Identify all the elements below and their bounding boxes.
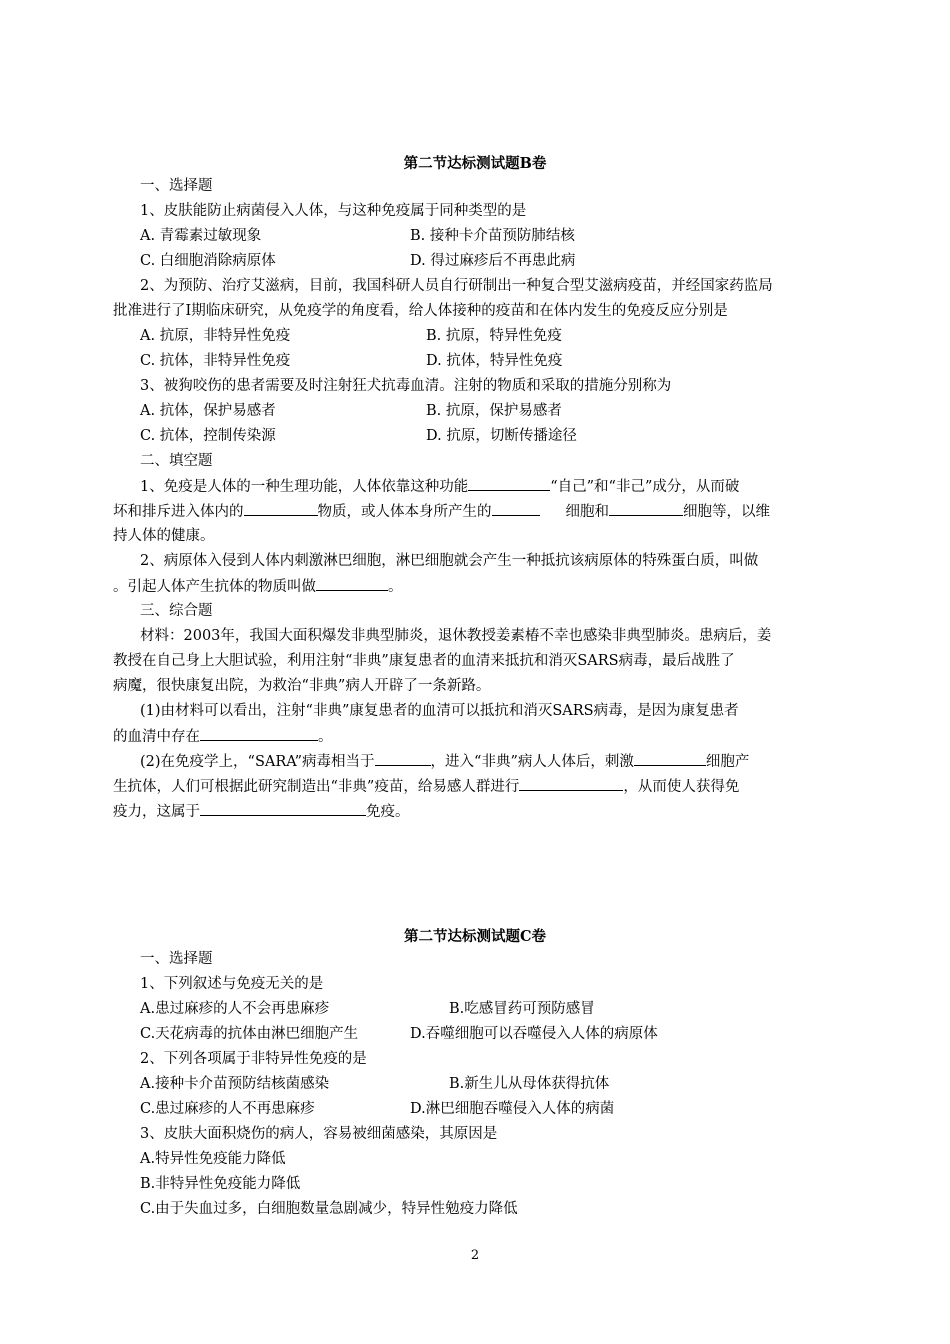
section-c-title: 第二节达标测试题C卷 bbox=[403, 928, 547, 945]
b-fill-1-text-a: 1、免疫是人体的一种生理功能，人体依靠这种功能 bbox=[140, 479, 469, 495]
b-sub2-text-g: 免疫。 bbox=[366, 804, 410, 820]
b-sub2-line2 bbox=[113, 776, 739, 797]
b-q1-option-a: A. 青霉素过敏现象 bbox=[140, 228, 262, 244]
b-sub2-text-e: ，从而使人获得免 bbox=[623, 779, 740, 795]
b-q2-option-d: D. 抗体，特异性免疫 bbox=[426, 353, 563, 369]
b-part2-heading: 二、填空题 bbox=[140, 453, 213, 469]
b-fill-2-line1: 2、病原体入侵到人体内刺激淋巴细胞，淋巴细胞就会产生一种抵抗该病原体的特殊蛋白质，叫做 bbox=[140, 553, 759, 569]
answer-blank[interactable] bbox=[492, 501, 540, 516]
b-sub2-line3 bbox=[113, 801, 410, 822]
answer-blank[interactable] bbox=[200, 726, 318, 741]
b-fill-1-line2 bbox=[113, 501, 770, 522]
section-b-title: 第二节达标测试题B卷 bbox=[403, 155, 547, 172]
b-fill-1-line1 bbox=[140, 476, 739, 497]
b-fill-1-text-c: 坏和排斥进入体内的 bbox=[113, 504, 244, 520]
b-question-2-line1: 2、为预防、治疗艾滋病，目前，我国科研人员自行研制出一种复合型艾滋病疫苗，并经国家药监局 bbox=[140, 278, 773, 294]
b-q2-option-b: B. 抗原，特异性免疫 bbox=[426, 328, 562, 344]
b-material-line1: 材料：2003年，我国大面积爆发非典型肺炎，退休教授姜素椿不幸也感染非典型肺炎。患病后，姜 bbox=[140, 628, 772, 644]
c-q2-option-d: D.淋巴细胞吞噬侵入人体的病菌 bbox=[410, 1101, 615, 1117]
b-sub1-line2 bbox=[113, 726, 333, 747]
b-material-line3: 病魔，很快康复出院，为救治“非典”病人开辟了一条新路。 bbox=[113, 678, 491, 694]
b-fill-2-text-a: 。引起人体产生抗体的物质叫做 bbox=[113, 579, 316, 595]
c-q2-option-b: B.新生儿从母体获得抗体 bbox=[449, 1076, 610, 1092]
b-q1-option-b: B. 接种卡介苗预防肺结核 bbox=[410, 228, 575, 244]
b-question-3: 3、被狗咬伤的患者需要及时注射狂犬抗毒血清。注射的物质和采取的措施分别称为 bbox=[140, 378, 672, 394]
answer-blank[interactable] bbox=[609, 501, 683, 516]
answer-blank[interactable] bbox=[316, 576, 388, 591]
b-fill-1-text-e: 细胞和 bbox=[565, 504, 609, 520]
c-q3-option-a: A.特异性免疫能力降低 bbox=[140, 1151, 286, 1167]
b-sub2-line1 bbox=[140, 751, 749, 772]
b-material-line2: 教授在自己身上大胆试验，利用注射“非典”康复患者的血清来抵抗和消灭SARS病毒，最后战胜了 bbox=[113, 653, 735, 669]
b-sub2-text-d: 生抗体，人们可根据此研究制造出“非典”疫苗，给易感人群进行 bbox=[113, 779, 520, 795]
c-q3-option-b: B.非特异性免疫能力降低 bbox=[140, 1176, 301, 1192]
answer-blank[interactable] bbox=[519, 776, 623, 791]
b-fill-2-text-b: 。 bbox=[388, 579, 403, 595]
b-sub1-text-a: 的血清中存在 bbox=[113, 729, 200, 745]
answer-blank[interactable] bbox=[375, 751, 431, 766]
c-part1-heading: 一、选择题 bbox=[140, 951, 213, 967]
b-sub2-text-c: 细胞产 bbox=[705, 754, 750, 770]
b-sub2-text-a: (2)在免疫学上，“SARA”病毒相当于 bbox=[140, 754, 375, 770]
b-sub2-text-b: ，进入“非典”病人人体后，刺激 bbox=[430, 754, 634, 770]
b-q1-option-d: D. 得过麻疹后不再患此病 bbox=[410, 253, 576, 269]
answer-blank[interactable] bbox=[200, 801, 366, 816]
b-part1-heading: 一、选择题 bbox=[140, 178, 213, 194]
c-q1-option-a: A.患过麻疹的人不会再患麻疹 bbox=[140, 1001, 330, 1017]
b-q3-option-a: A. 抗体，保护易感者 bbox=[140, 403, 276, 419]
c-question-1: 1、下列叙述与免疫无关的是 bbox=[140, 976, 324, 992]
page-number: 2 bbox=[470, 1248, 480, 1263]
b-part3-heading: 三、综合题 bbox=[140, 603, 213, 619]
answer-blank[interactable] bbox=[244, 501, 318, 516]
b-sub2-text-f: 疫力，这属于 bbox=[113, 804, 200, 820]
c-q2-option-a: A.接种卡介苗预防结核菌感染 bbox=[140, 1076, 330, 1092]
b-fill-2-line2 bbox=[113, 576, 403, 597]
b-q3-option-c: C. 抗体，控制传染源 bbox=[140, 428, 276, 444]
c-q1-option-d: D.吞噬细胞可以吞噬侵入人体的病原体 bbox=[410, 1026, 658, 1042]
b-fill-1-text-b: “自己”和“非己”成分，从而破 bbox=[550, 479, 740, 495]
answer-blank[interactable] bbox=[468, 476, 550, 491]
b-question-2-line2: 批准进行了Ⅰ期临床研究，从免疫学的角度看，给人体接种的疫苗和在体内发生的免疫反应分别是 bbox=[113, 303, 728, 319]
c-q1-option-c: C.天花病毒的抗体由淋巴细胞产生 bbox=[140, 1026, 359, 1042]
b-fill-1-text-d: 物质，或人体本身所产生的 bbox=[317, 504, 492, 520]
b-q3-option-b: B. 抗原，保护易感者 bbox=[426, 403, 562, 419]
b-sub1-line1: (1)由材料可以看出，注射“非典”康复患者的血清可以抵抗和消灭SARS病毒，是因为康复患者 bbox=[140, 703, 739, 719]
b-q1-option-c: C. 白细胞消除病原体 bbox=[140, 253, 276, 269]
b-fill-1-text-f: 细胞等，以维 bbox=[683, 504, 770, 520]
c-q1-option-b: B.吃感冒药可预防感冒 bbox=[449, 1001, 595, 1017]
c-question-2: 2、下列各项属于非特异性免疫的是 bbox=[140, 1051, 367, 1067]
b-q2-option-a: A. 抗原，非特异性免疫 bbox=[140, 328, 291, 344]
b-fill-1-line3: 持人体的健康。 bbox=[113, 528, 215, 544]
c-question-3: 3、皮肤大面积烧伤的病人，容易被细菌感染，其原因是 bbox=[140, 1126, 498, 1142]
b-question-1: 1、皮肤能防止病菌侵入人体，与这种免疫属于同种类型的是 bbox=[140, 203, 527, 219]
b-q2-option-c: C. 抗体，非特异性免疫 bbox=[140, 353, 291, 369]
c-q3-option-c: C.由于失血过多，白细胞数量急剧减少，特异性勉疫力降低 bbox=[140, 1201, 518, 1217]
answer-blank[interactable] bbox=[634, 751, 706, 766]
b-sub1-text-b: 。 bbox=[318, 729, 333, 745]
c-q2-option-c: C.患过麻疹的人不再患麻疹 bbox=[140, 1101, 315, 1117]
b-q3-option-d: D. 抗原，切断传播途径 bbox=[426, 428, 577, 444]
